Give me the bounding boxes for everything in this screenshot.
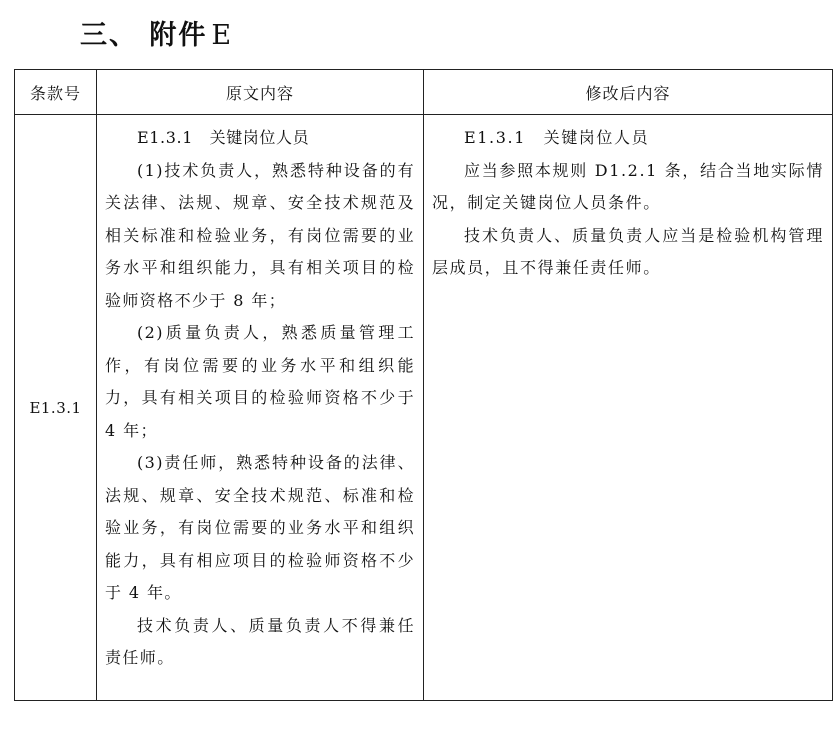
heading-number: 三、 (80, 20, 138, 51)
table-header-row (15, 70, 833, 115)
header-revised-content: 修改后内容 (424, 70, 833, 115)
original-paragraph: (2)质量负责人，熟悉质量管理工作，有岗位需要的业务水平和组织能力，具有相关项目的检验师资格不少于 4 年； (105, 323, 415, 440)
header-original-content: 原文内容 (97, 70, 424, 115)
revised-paragraph: 应当参照本规则 D1.2.1 条，结合当地实际情况，制定关键岗位人员条件。 (432, 160, 824, 212)
original-paragraph: (1)技术负责人，熟悉特种设备的有关法律、法规、规章、安全技术规范及相关标准和检验业务，有岗位需要的业务水平和组织能力，具有相关项目的检验师资格不少于 8 年； (105, 160, 415, 310)
revised-paragraph: E1.3.1 关键岗位人员 (464, 128, 650, 147)
table-row (15, 115, 833, 701)
original-paragraph: E1.3.1 关键岗位人员 (137, 128, 310, 147)
heading-letter: E (211, 20, 234, 51)
header-clause-number: 条款号 (15, 70, 97, 115)
revision-table (14, 69, 833, 701)
section-heading (80, 16, 233, 56)
original-paragraph: (3)责任师，熟悉特种设备的法律、法规、规章、安全技术规范、标准和检验业务，有岗位需要的业务水平和组织能力，具有相应项目的检验师资格不少于 4 年。 (105, 453, 415, 602)
heading-title: 附件 (149, 20, 208, 51)
original-content-cell (97, 115, 424, 701)
revised-paragraph: 技术负责人、质量负责人应当是检验机构管理层成员，且不得兼任责任师。 (432, 225, 824, 277)
original-paragraph: 技术负责人、质量负责人不得兼任责任师。 (105, 615, 415, 667)
clause-number-cell: E1.3.1 (15, 115, 97, 701)
revised-content-cell (424, 115, 833, 701)
